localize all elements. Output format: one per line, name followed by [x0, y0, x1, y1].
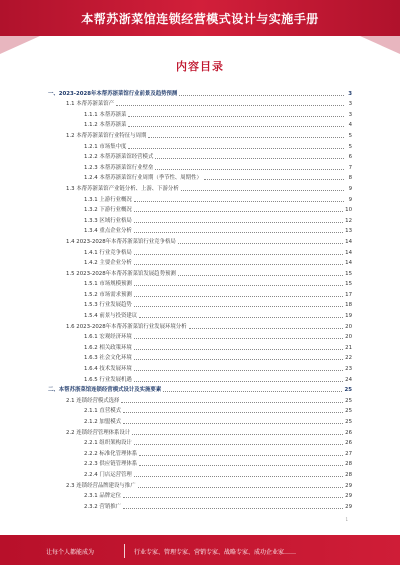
- toc-entry[interactable]: [48, 192, 352, 203]
- toc-leader-dots: [121, 402, 343, 403]
- toc-leader-dots: [134, 254, 343, 255]
- toc-entry[interactable]: [48, 118, 352, 129]
- toc-entry-title: 1.1 本帮苏浙菜馆产: [66, 101, 115, 108]
- toc-entry-title: 1.4.1 行业竞争格局: [84, 249, 132, 256]
- toc-entry[interactable]: [48, 203, 352, 214]
- toc-entry-title: 1.5.1 市场规模预测: [84, 281, 132, 288]
- toc-leader-dots: [134, 476, 343, 477]
- toc-entry-page: 9: [348, 185, 352, 192]
- toc-entry-title: 1.2 本帮苏浙菜馆行业特征与周期: [66, 132, 147, 139]
- toc-entry-page: 27: [345, 450, 352, 457]
- toc-entry[interactable]: [48, 256, 352, 267]
- toc-entry-title: 1.6.2 相关政策环境: [84, 344, 132, 351]
- toc-entry-page: 15: [345, 281, 352, 288]
- toc-entry[interactable]: [48, 86, 352, 97]
- toc-entry-page: 25: [345, 419, 352, 425]
- toc-entry[interactable]: [48, 414, 352, 425]
- toc-entry-page: 23: [345, 366, 352, 373]
- toc-entry-title: 1.3.1 上游行业概况: [84, 196, 132, 203]
- toc-entry[interactable]: [48, 160, 352, 171]
- toc-entry-title: 1.3 本帮苏浙菜馆产业链分析、上游、下游分析: [66, 185, 179, 192]
- document-title: 本帮苏浙菜馆连锁经营模式设计与实施手册: [81, 12, 319, 26]
- toc-entry-page: 14: [345, 260, 352, 267]
- toc-entry-title: 1.3.2 下游行业概况: [84, 207, 132, 214]
- toc-entry[interactable]: [48, 171, 352, 182]
- toc-entry[interactable]: [48, 308, 352, 319]
- toc-entry-page: 22: [345, 355, 352, 362]
- toc-entry-title: 2.1.2 加盟模式: [84, 419, 121, 425]
- toc-entry-title: 1.6.4 技术发展环境: [84, 366, 132, 373]
- toc-entry-page: 29: [345, 503, 352, 510]
- toc-entry-title: 2.2.2 标准化管理体系: [84, 450, 138, 457]
- toc-leader-dots: [128, 148, 344, 149]
- toc-leader-dots: [139, 465, 343, 466]
- page-number: 1: [345, 517, 348, 522]
- footer-slogan-left: 让每个人都能成为: [46, 549, 95, 556]
- decorative-wedge-right: [360, 36, 400, 54]
- toc-entry[interactable]: [48, 266, 352, 277]
- toc-entry-title: 1.4.2 主要企业分析: [84, 260, 132, 267]
- toc-entry-title: 1.6.3 社会文化环境: [84, 355, 132, 362]
- toc-entry[interactable]: [48, 404, 352, 415]
- toc-entry-page: 28: [345, 471, 352, 478]
- toc-entry[interactable]: [48, 467, 352, 478]
- toc-entry[interactable]: [48, 224, 352, 235]
- toc-entry-page: 20: [345, 323, 352, 330]
- toc-leader-dots: [134, 370, 343, 371]
- toc-entry-page: 25: [345, 408, 352, 415]
- toc-entry[interactable]: [48, 139, 352, 150]
- toc-entry[interactable]: [48, 361, 352, 372]
- toc-entry-page: 26: [345, 440, 352, 447]
- toc-leader-dots: [155, 169, 344, 170]
- toc-entry-page: 9: [348, 196, 352, 203]
- toc-entry[interactable]: [48, 234, 352, 245]
- toc-leader-dots: [134, 232, 343, 233]
- toc-leader-dots: [134, 381, 343, 382]
- toc-entry-page: 25: [344, 387, 352, 394]
- toc-leader-dots: [134, 285, 343, 286]
- toc-entry-page: 3: [348, 90, 352, 97]
- toc-entry-title: 一、2023-2028年本帮苏浙菜馆行业前景及趋势预测: [48, 90, 178, 97]
- toc-entry[interactable]: [48, 393, 352, 404]
- toc-entry[interactable]: [48, 457, 352, 468]
- toc-entry-title: 2.2.1 组织架构设计: [84, 440, 132, 447]
- toc-leader-dots: [134, 444, 343, 445]
- toc-entry-title: 2.2.3 供应链管理体系: [84, 461, 138, 468]
- toc-entry-page: 29: [345, 493, 352, 500]
- toc-entry[interactable]: [48, 107, 352, 118]
- toc-leader-dots: [204, 179, 344, 180]
- toc-entry-title: 1.5 2023-2028年本帮苏浙菜馆发展趋势预测: [66, 270, 176, 277]
- toc-entry-title: 1.5.3 行业发展趋势: [84, 302, 132, 309]
- toc-leader-dots: [123, 497, 343, 498]
- toc-entry-page: 7: [348, 164, 352, 171]
- toc-entry-page: 14: [345, 249, 352, 256]
- toc-entry[interactable]: [48, 499, 352, 510]
- toc-leader-dots: [134, 296, 343, 297]
- toc-leader-dots: [189, 328, 344, 329]
- toc-entry-page: 20: [345, 334, 352, 341]
- toc-leader-dots: [134, 338, 343, 339]
- toc-entry[interactable]: [48, 425, 352, 436]
- toc-entry-page: 26: [345, 429, 352, 436]
- toc-leader-dots: [134, 359, 343, 360]
- toc-entry[interactable]: [48, 128, 352, 139]
- toc-entry-title: 1.3.3 区域行业格局: [84, 217, 132, 224]
- toc-entry-title: 1.2.1 市场集中度: [84, 143, 127, 150]
- toc-entry-title: 2.2.4 门店运营管理: [84, 471, 132, 478]
- toc-entry-page: 12: [345, 217, 352, 224]
- toc-entry-page: 28: [345, 461, 352, 468]
- toc-entry[interactable]: [48, 489, 352, 500]
- toc-entry-title: 1.1.2 本帮苏浙菜: [84, 122, 127, 129]
- toc-entry-title: 2.1.1 直营模式: [84, 408, 121, 415]
- toc-entry[interactable]: [48, 372, 352, 383]
- toc-entry-title: 1.5.4 前景与投资建议: [84, 313, 138, 320]
- toc-entry[interactable]: [48, 213, 352, 224]
- toc-entry[interactable]: [48, 478, 352, 489]
- toc-leader-dots: [139, 317, 343, 318]
- toc-leader-dots: [123, 508, 343, 509]
- toc-leader-dots: [178, 243, 343, 244]
- toc-entry-title: 2.2 连锁经营管理体系设计: [66, 429, 131, 436]
- toc-entry[interactable]: [48, 150, 352, 161]
- toc-entry-page: 4: [348, 122, 352, 129]
- toc-entry-title: 1.6.1 宏观经济环境: [84, 334, 132, 341]
- toc-entry-title: 2.1 连锁经营模式选择: [66, 397, 120, 404]
- toc-entry-page: 18: [345, 302, 352, 309]
- table-of-contents: [48, 86, 352, 510]
- toc-leader-dots: [179, 95, 344, 96]
- toc-leader-dots: [132, 434, 343, 435]
- toc-leader-dots: [116, 105, 344, 106]
- toc-entry[interactable]: [48, 436, 352, 447]
- toc-entry-page: 5: [348, 132, 352, 139]
- toc-entry-page: 15: [345, 270, 352, 277]
- toc-entry-page: 25: [345, 397, 352, 404]
- toc-entry-page: 14: [345, 238, 352, 245]
- footer-divider: [124, 544, 125, 558]
- toc-entry[interactable]: [48, 97, 352, 108]
- toc-entry-page: 8: [348, 175, 352, 182]
- toc-leader-dots: [134, 349, 343, 350]
- toc-leader-dots: [128, 116, 344, 117]
- toc-leader-dots: [123, 423, 343, 424]
- toc-entry-title: 1.6 2023-2028年本帮苏浙菜馆行业发展环境分析: [66, 323, 187, 330]
- toc-entry-title: 2.3 连锁经营品牌建设与推广: [66, 482, 136, 489]
- toc-entry-page: 13: [345, 228, 352, 235]
- toc-leader-dots: [134, 211, 343, 212]
- toc-leader-dots: [138, 487, 344, 488]
- toc-entry-page: 19: [345, 313, 352, 320]
- toc-entry-page: 29: [345, 482, 352, 489]
- toc-leader-dots: [148, 137, 344, 138]
- toc-entry-title: 1.4 2023-2028年本帮苏浙菜馆行业竞争格局: [66, 238, 176, 245]
- footer-band: [0, 535, 400, 565]
- toc-heading: 内容目录: [176, 60, 224, 73]
- toc-entry-page: 10: [345, 207, 352, 214]
- toc-entry[interactable]: [48, 287, 352, 298]
- decorative-wedge-left: [0, 36, 40, 54]
- toc-leader-dots: [178, 275, 343, 276]
- toc-entry-page: 6: [348, 154, 352, 161]
- toc-entry[interactable]: [48, 330, 352, 341]
- toc-entry[interactable]: [48, 181, 352, 192]
- toc-entry[interactable]: [48, 340, 352, 351]
- toc-entry-title: 1.2.2 本帮苏浙菜馆经营模式: [84, 154, 154, 161]
- toc-entry[interactable]: [48, 319, 352, 330]
- toc-entry-title: 1.5.2 市场需求预测: [84, 291, 132, 298]
- toc-leader-dots: [134, 264, 343, 265]
- toc-entry-title: 1.6.5 行业发展机遇: [84, 376, 132, 383]
- toc-entry-title: 二、本帮苏浙菜馆连锁经营模式设计及实施要素: [48, 387, 162, 394]
- toc-entry-page: 3: [348, 111, 352, 118]
- toc-entry-page: 21: [345, 344, 352, 351]
- toc-entry-title: 1.2.4 本帮苏浙菜馆行业周期（季节性、周期性）: [84, 175, 202, 182]
- toc-entry[interactable]: [48, 383, 352, 394]
- toc-entry-title: 2.3.1 品牌定位: [84, 493, 121, 500]
- toc-entry-title: 1.3.4 重点企业分析: [84, 228, 132, 235]
- toc-leader-dots: [163, 391, 342, 392]
- toc-entry[interactable]: [48, 298, 352, 309]
- toc-leader-dots: [155, 158, 344, 159]
- toc-leader-dots: [139, 455, 343, 456]
- toc-leader-dots: [123, 412, 343, 413]
- toc-leader-dots: [134, 306, 343, 307]
- toc-entry-page: 24: [345, 376, 352, 383]
- toc-entry-title: 2.3.2 营销推广: [84, 503, 121, 510]
- toc-entry-page: 5: [348, 143, 352, 150]
- toc-entry-title: 1.1.1 本帮苏浙菜: [84, 111, 127, 118]
- footer-slogan-right: 行业专家、管理专家、营销专家、战略专家、成功企业家……: [134, 549, 297, 556]
- toc-entry[interactable]: [48, 277, 352, 288]
- toc-entry-title: 1.2.3 本帮苏浙菜馆行业壁垒: [84, 164, 154, 171]
- toc-leader-dots: [128, 126, 344, 127]
- toc-entry-page: 3: [348, 101, 352, 108]
- toc-entry[interactable]: [48, 446, 352, 457]
- toc-leader-dots: [181, 190, 344, 191]
- toc-leader-dots: [134, 201, 344, 202]
- toc-leader-dots: [134, 222, 343, 223]
- toc-entry[interactable]: [48, 351, 352, 362]
- toc-entry-page: 17: [345, 291, 352, 298]
- toc-entry[interactable]: [48, 245, 352, 256]
